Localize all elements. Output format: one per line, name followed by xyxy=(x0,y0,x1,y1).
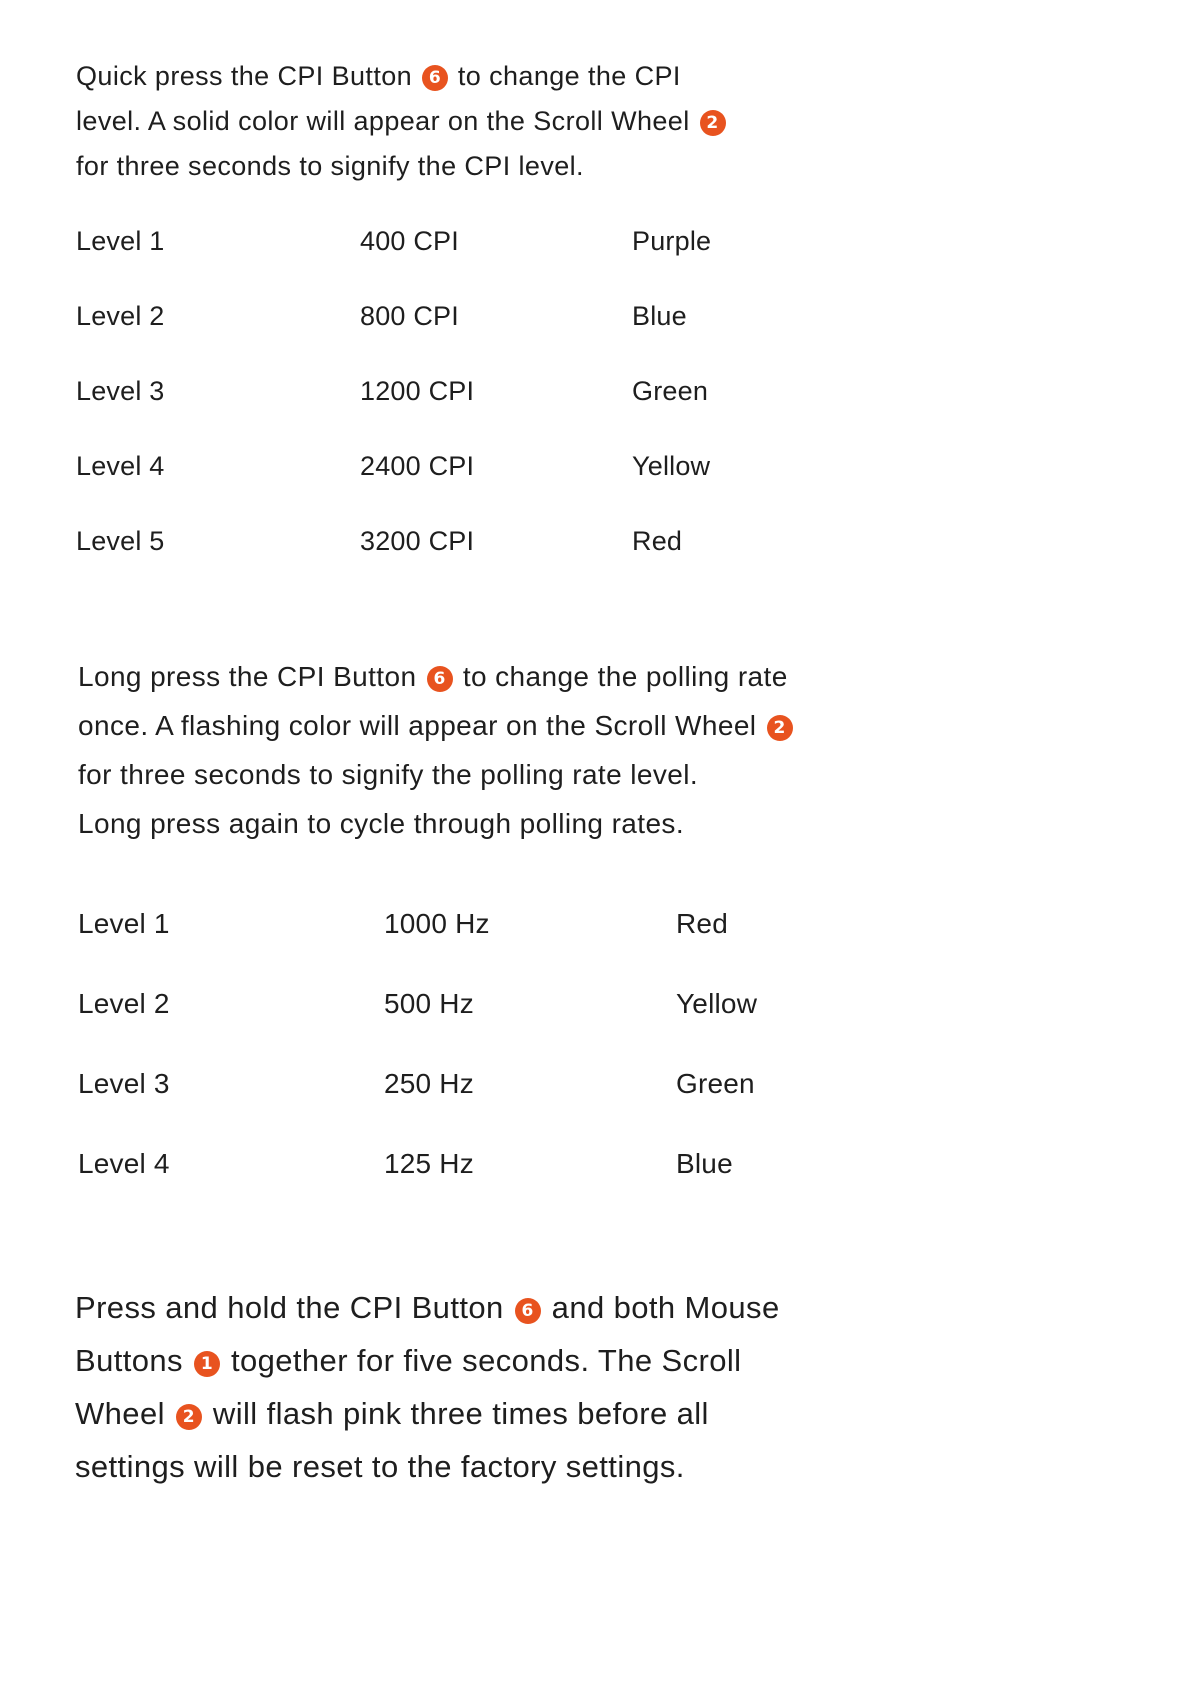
table-row xyxy=(0,988,800,1022)
hz-value-cell: 125 Hz xyxy=(384,1148,474,1179)
hz-value-cell: 500 Hz xyxy=(384,988,474,1019)
reset-text-1: Press and hold the CPI Button xyxy=(75,1290,504,1325)
level-cell: Level 5 xyxy=(76,526,165,556)
cpi-level-instructions xyxy=(76,54,736,189)
reset-text-2: and both Mouse Buttons xyxy=(75,1290,780,1378)
cpi-button-number-badge: 6 xyxy=(427,666,453,692)
color-cell: Green xyxy=(632,376,709,406)
scroll-wheel-number-badge: 2 xyxy=(700,110,726,136)
level-cell: Level 1 xyxy=(76,226,165,256)
reset-text-3: together for five seconds. The Scroll Wheel xyxy=(75,1343,742,1431)
level-cell: Level 3 xyxy=(76,376,165,406)
hz-value-cell: 250 Hz xyxy=(384,1068,474,1099)
cpi-value-cell: 400 CPI xyxy=(360,226,459,256)
table-row xyxy=(0,1068,800,1102)
table-row xyxy=(0,376,800,410)
table-row xyxy=(0,908,800,942)
table-row xyxy=(0,226,800,260)
level-cell: Level 3 xyxy=(78,1068,170,1099)
polling-text-4: Long press again to cycle through polling rates. xyxy=(78,808,685,839)
polling-text-2: to change the polling rate once. A flashing color will appear on the Scroll Wheel xyxy=(78,661,788,741)
level-cell: Level 2 xyxy=(78,988,170,1019)
cpi-value-cell: 1200 CPI xyxy=(360,376,475,406)
table-row xyxy=(0,1148,800,1182)
cpi-button-number-badge: 6 xyxy=(515,1298,541,1324)
level-cell: Level 2 xyxy=(76,301,165,331)
cpi-value-cell: 800 CPI xyxy=(360,301,459,331)
polling-text-3: for three seconds to signify the polling rate level. xyxy=(78,759,699,790)
table-row xyxy=(0,451,800,485)
color-cell: Blue xyxy=(632,301,687,331)
color-cell: Yellow xyxy=(676,988,758,1019)
polling-text-1: Long press the CPI Button xyxy=(78,661,417,692)
cpi-text-3: for three seconds to signify the CPI level. xyxy=(76,151,584,181)
level-cell: Level 4 xyxy=(78,1148,170,1179)
cpi-text-1: Quick press the CPI Button xyxy=(76,61,413,91)
polling-rate-instructions xyxy=(78,652,798,848)
scroll-wheel-number-badge: 2 xyxy=(176,1404,202,1430)
color-cell: Green xyxy=(676,1068,755,1099)
scroll-wheel-number-badge: 2 xyxy=(767,715,793,741)
color-cell: Blue xyxy=(676,1148,733,1179)
factory-reset-instructions xyxy=(75,1281,805,1493)
table-row xyxy=(0,301,800,335)
mouse-buttons-number-badge: 1 xyxy=(194,1351,220,1377)
cpi-button-number-badge: 6 xyxy=(422,65,448,91)
color-cell: Purple xyxy=(632,226,712,256)
level-cell: Level 4 xyxy=(76,451,165,481)
color-cell: Yellow xyxy=(632,451,711,481)
level-cell: Level 1 xyxy=(78,908,170,939)
reset-text-4: will flash pink three times before all settings will be reset to the factory settings. xyxy=(75,1396,709,1484)
table-row xyxy=(0,526,800,560)
cpi-value-cell: 2400 CPI xyxy=(360,451,475,481)
color-cell: Red xyxy=(632,526,683,556)
color-cell: Red xyxy=(676,908,728,939)
hz-value-cell: 1000 Hz xyxy=(384,908,490,939)
cpi-value-cell: 3200 CPI xyxy=(360,526,475,556)
cpi-text-2: to change the CPI level. A solid color will appear on the Scroll Wheel xyxy=(76,61,690,136)
